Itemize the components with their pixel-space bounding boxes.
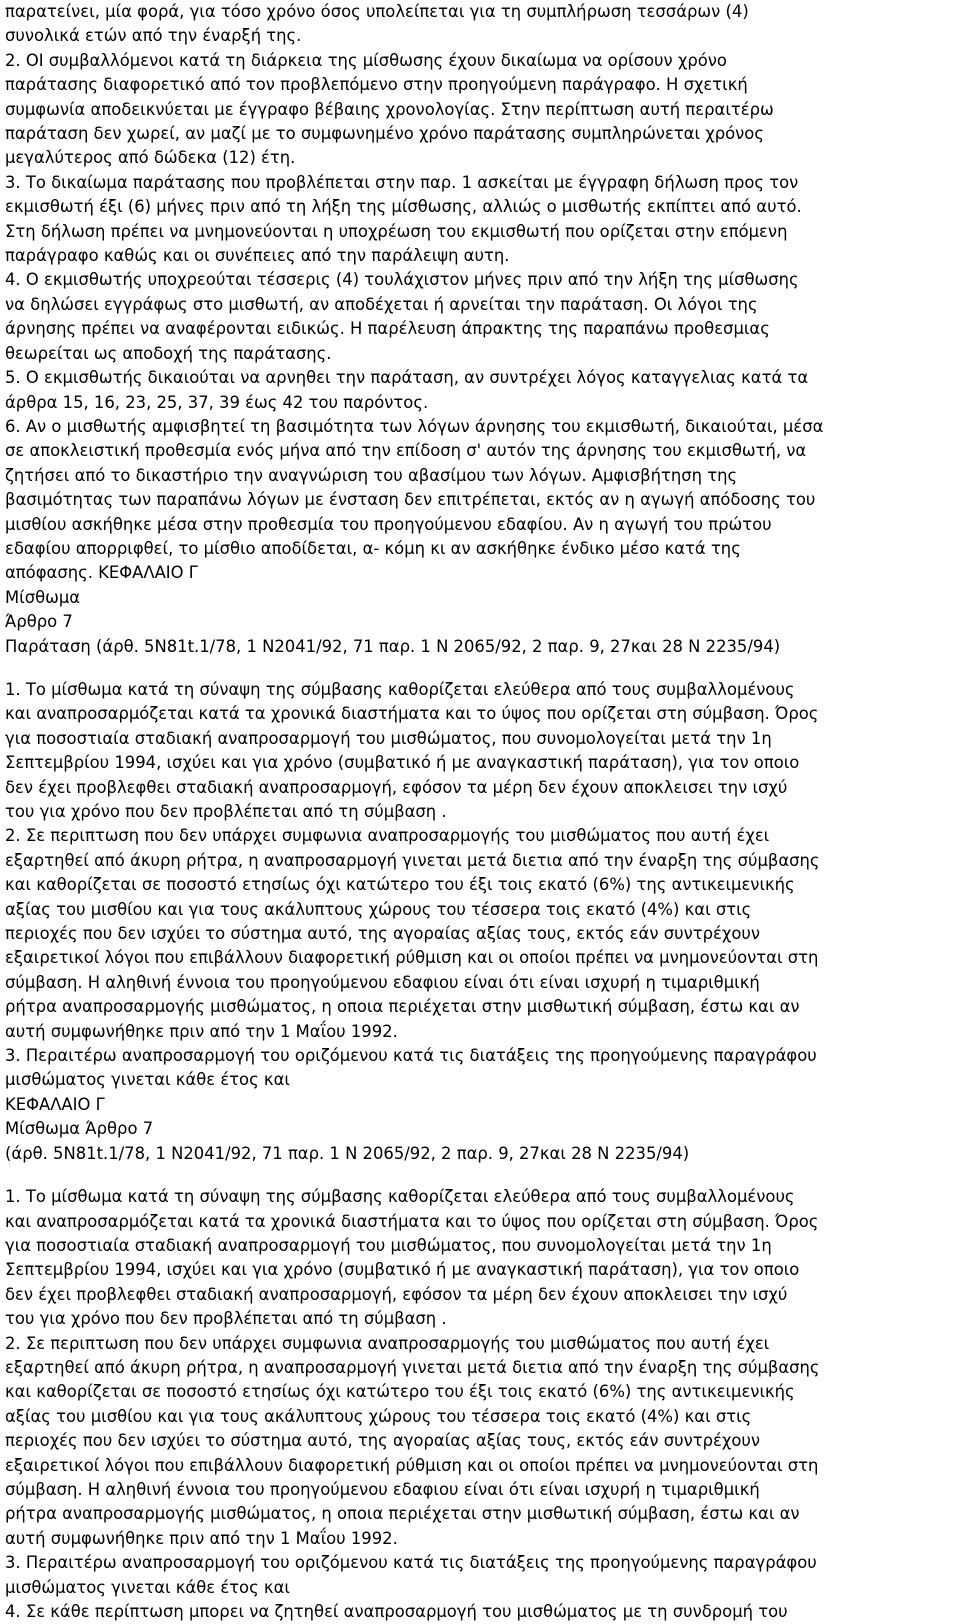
paragraph-gap	[5, 1166, 950, 1185]
text-line: ΚΕΦΑΛΑΙΟ Γ	[5, 1094, 105, 1114]
text-line: 4. Ο εκμισθωτής υποχρεούται τέσσερις (4) τουλάχιστον μήνες πριν από την λήξη της μίσθωσης	[5, 270, 799, 290]
text-line: και καθορίζεται σε ποσοστό ετησίως όχι κατώτερο του έξι τοις εκατό (6%) της αντικειμενικής	[5, 1382, 795, 1402]
text-line: για ποσοστιαία σταδιακή αναπροσαρμογή του μισθώματος, που συνομολογείται μετά την 1η	[5, 728, 772, 748]
text-line: 2. ΟΙ συμβαλλόμενοι κατά τη διάρκεια της μίσθωσης έχουν δικαίωμα να ορίσουν χρόνο	[5, 50, 727, 70]
text-line: (άρθ. 5Ν81t.1/78, 1 Ν2041/92, 71 παρ. 1 Ν 2065/92, 2 παρ. 9, 27και 28 Ν 2235/94)	[5, 1143, 690, 1163]
text-line: και αναπροσαρμόζεται κατά τα χρονικά διαστήματα και το ύψος που ορίζεται στη σύμβαση. Όρος	[5, 1211, 819, 1231]
text-line: για ποσοστιαία σταδιακή αναπροσαρμογή του μισθώματος, που συνομολογείται μετά την 1η	[5, 1235, 772, 1255]
text-line: θεωρείται ως αποδοχή της παράτασης.	[5, 343, 332, 363]
text-line: 2. Σε περιπτωση που δεν υπάρχει συμφωνια αναπροσαρμογής του μισθώματος που αυτή έχει	[5, 1333, 770, 1353]
text-line: 3. Περαιτέρω αναπροσαρμογή του οριζόμενου κατά τις διατάξεις της προηγούμενης παραγράφου	[5, 1046, 817, 1066]
text-line: άρνησης πρέπει να αναφέρονται ειδικώς. Η παρέλευση άπρακτης της παραπάνω προθεσμιας	[5, 319, 770, 339]
text-line: περιοχές που δεν ισχύει το σύστημα αυτό, της αγοραίας αξίας τους, εκτός εάν συντρέχουν	[5, 1431, 761, 1451]
text-line: άρθρα 15, 16, 23, 25, 37, 39 έως 42 του παρόντος.	[5, 392, 429, 412]
text-line: 2. Σε περιπτωση που δεν υπάρχει συμφωνια αναπροσαρμογής του μισθώματος που αυτή έχει	[5, 826, 770, 846]
text-line: ρήτρα αναπροσαρμογής μισθώματος, η οποια περιέχεται στην μισθωτική σύμβαση, έστω και αν	[5, 1504, 800, 1524]
text-line: να δηλώσει εγγράφως στο μισθωτή, αν αποδέχεται ή αρνείται την παράταση. Οι λόγοι της	[5, 294, 758, 314]
text-line: 4. Σε κάθε περίπτωση μπορει να ζητηθεί αναπροσαρμογή του μισθώματος με τη συνδρομή του	[5, 1602, 788, 1621]
text-line: συνολικά ετών από την έναρξή της.	[5, 26, 302, 46]
text-line: περιοχές που δεν ισχύει το σύστημα αυτό, της αγοραίας αξίας τους, εκτός εάν συντρέχουν	[5, 924, 761, 944]
text-line: δεν έχει προβλεφθει σταδιακή αναπροσαρμογή, εφόσον τα μέρη δεν έχουν αποκλεισει την ισχύ	[5, 777, 788, 797]
text-line: αυτή συμφωνήθηκε πριν από την 1 Μαΐου 1992.	[5, 1021, 398, 1041]
text-line: παράγραφο καθώς και οι συνέπειες από την παράλειψη αυτη.	[5, 246, 510, 266]
text-line: 6. Αν ο μισθωτής αμφισβητεί τη βασιμότητα των λόγων άρνησης του εκμισθωτή, δικαιούται, μέσα	[5, 416, 824, 436]
text-line: μισθώματος γινεται κάθε έτος και	[5, 1070, 290, 1090]
text-line: δεν έχει προβλεφθει σταδιακή αναπροσαρμογή, εφόσον τα μέρη δεν έχουν αποκλεισει την ισχύ	[5, 1284, 788, 1304]
text-line: μεγαλύτερος από δώδεκα (12) έτη.	[5, 148, 296, 168]
text-line: συμφωνία αποδεικνύεται με έγγραφο βέβαιης χρονολογίας. Στην περίπτωση αυτή περαιτέρω	[5, 99, 774, 119]
text-line: του για χρόνο που δεν προβλέπεται από τη σύμβαση .	[5, 802, 447, 821]
text-line: παράτασης διαφορετικό από τον προβλεπόμενο στην προηγούμενη παράγραφο. Η σχετική	[5, 75, 748, 95]
text-line: ζητήσει από το δικαστήριο την αναγνώριση του αβασίμου των λόγων. Αμφισβήτηση της	[5, 465, 738, 485]
text-line: εκμισθωτή έξι (6) μήνες πριν από τη λήξη της μίσθωσης, αλλιώς ο μισθωτής εκπίπτει από αυτό.	[5, 197, 802, 217]
text-line: Στη δήλωση πρέπει να μνημονεύονται η υποχρέωση του εκμισθωτή που ορίζεται στην επόμενη	[5, 221, 788, 241]
text-line: αυτή συμφωνήθηκε πριν από την 1 Μαΐου 1992.	[5, 1528, 398, 1548]
text-line: Παράταση (άρθ. 5Ν81t.1/78, 1 Ν2041/92, 71 παρ. 1 Ν 2065/92, 2 παρ. 9, 27και 28 Ν 2235/94)	[5, 636, 781, 656]
text-line: 3. Το δικαίωμα παράτασης που προβλέπεται στην παρ. 1 ασκείται με έγγραφη δήλωση προς τον	[5, 172, 799, 192]
text-line: Μίσθωμα Άρθρο 7	[5, 1119, 154, 1139]
text-line: μισθίου ασκήθηκε μέσα στην προθεσμία του προηγούμενου εδαφίου. Αν η αγωγή του πρώτου	[5, 514, 772, 534]
text-line: 1. Το μίσθωμα κατά τη σύναψη της σύμβασης καθορίζεται ελεύθερα από τους συμβαλλομένους	[5, 679, 795, 699]
text-line: παράταση δεν χωρεί, αν μαζί με το συμφωνημένο χρόνο παράτασης συμπληρώνεται χρόνος	[5, 124, 764, 144]
text-line: εξαρτηθεί από άκυρη ρήτρα, η αναπροσαρμογή γινεται μετά διετια από την έναρξη της σύμβασης	[5, 1357, 820, 1377]
text-line: αξίας του μισθίου και για τους ακάλυπτους χώρους του τέσσερα τοις εκατό (4%) και στις	[5, 1406, 752, 1426]
text-line: 3. Περαιτέρω αναπροσαρμογή του οριζόμενου κατά τις διατάξεις της προηγούμενης παραγράφου	[5, 1553, 817, 1573]
text-line: εδαφίου απορριφθεί, το μίσθιο αποδίδεται, α- κόμη κι αν ασκήθηκε ένδικο μέσο κατά της	[5, 538, 741, 558]
text-line: σύμβαση. Η αληθινή έννοια του προηγούμενου εδαφιου είναι ότι είναι ισχυρή η τιμαριθμική	[5, 1479, 760, 1499]
text-line: του για χρόνο που δεν προβλέπεται από τη σύμβαση .	[5, 1309, 447, 1329]
text-line: 1. Το μίσθωμα κατά τη σύναψη της σύμβασης καθορίζεται ελεύθερα από τους συμβαλλομένους	[5, 1187, 795, 1207]
text-line: βασιμότητας των παραπάνω λόγων με ένσταση δεν επιτρέπεται, εκτός αν η αγωγή απόδοσης του	[5, 490, 816, 510]
text-line: ρήτρα αναπροσαρμογής μισθώματος, η οποια περιέχεται στην μισθωτική σύμβαση, έστω και αν	[5, 997, 800, 1017]
text-line: και αναπροσαρμόζεται κατά τα χρονικά διαστήματα και το ύψος που ορίζεται στη σύμβαση. Όρος	[5, 704, 819, 724]
text-line: 5. Ο εκμισθωτής δικαιούται να αρνηθει την παράταση, αν συντρέχει λόγος καταγγελιας κατά τα	[5, 368, 809, 388]
text-line: απόφασης. ΚΕΦΑΛΑΙΟ Γ	[5, 563, 198, 583]
text-line: Σεπτεμβρίου 1994, ισχύει και για χρόνο (συμβατικό ή με αναγκαστική παράταση), για τον οποιο	[5, 753, 800, 773]
text-line: εξαιρετικοί λόγοι που επιβάλλουν διαφορετική ρύθμιση και οι οποίοι πρέπει να μνημονεύονται στη	[5, 1455, 819, 1475]
text-line: μισθώματος γινεται κάθε έτος και	[5, 1577, 290, 1597]
text-line: παρατείνει, μία φορά, για τόσο χρόνο όσος υπολείπεται για τη συμπλήρωση τεσσάρων (4)	[5, 2, 749, 21]
text-line: εξαρτηθεί από άκυρη ρήτρα, η αναπροσαρμογή γινεται μετά διετια από την έναρξη της σύμβασης	[5, 850, 820, 870]
text-line: σε αποκλειστική προθεσμία ενός μήνα από την επίδοση σ' αυτόν της άρνησης του εκμισθωτή, να	[5, 441, 807, 461]
paragraph-gap	[5, 659, 950, 678]
text-line: αξίας του μισθίου και για τους ακάλυπτους χώρους του τέσσερα τοις εκατό (4%) και στις	[5, 899, 752, 919]
text-line: και καθορίζεται σε ποσοστό ετησίως όχι κατώτερο του έξι τοις εκατό (6%) της αντικειμενικής	[5, 875, 795, 895]
text-line: σύμβαση. Η αληθινή έννοια του προηγούμενου εδαφιου είναι ότι είναι ισχυρή η τιμαριθμική	[5, 972, 760, 992]
text-line: Μίσθωμα	[5, 587, 81, 607]
text-line: Σεπτεμβρίου 1994, ισχύει και για χρόνο (συμβατικό ή με αναγκαστική παράταση), για τον οποιο	[5, 1260, 800, 1280]
text-line: Άρθρο 7	[5, 612, 73, 632]
text-line: εξαιρετικοί λόγοι που επιβάλλουν διαφορετική ρύθμιση και οι οποίοι πρέπει να μνημονεύονται στη	[5, 948, 819, 968]
